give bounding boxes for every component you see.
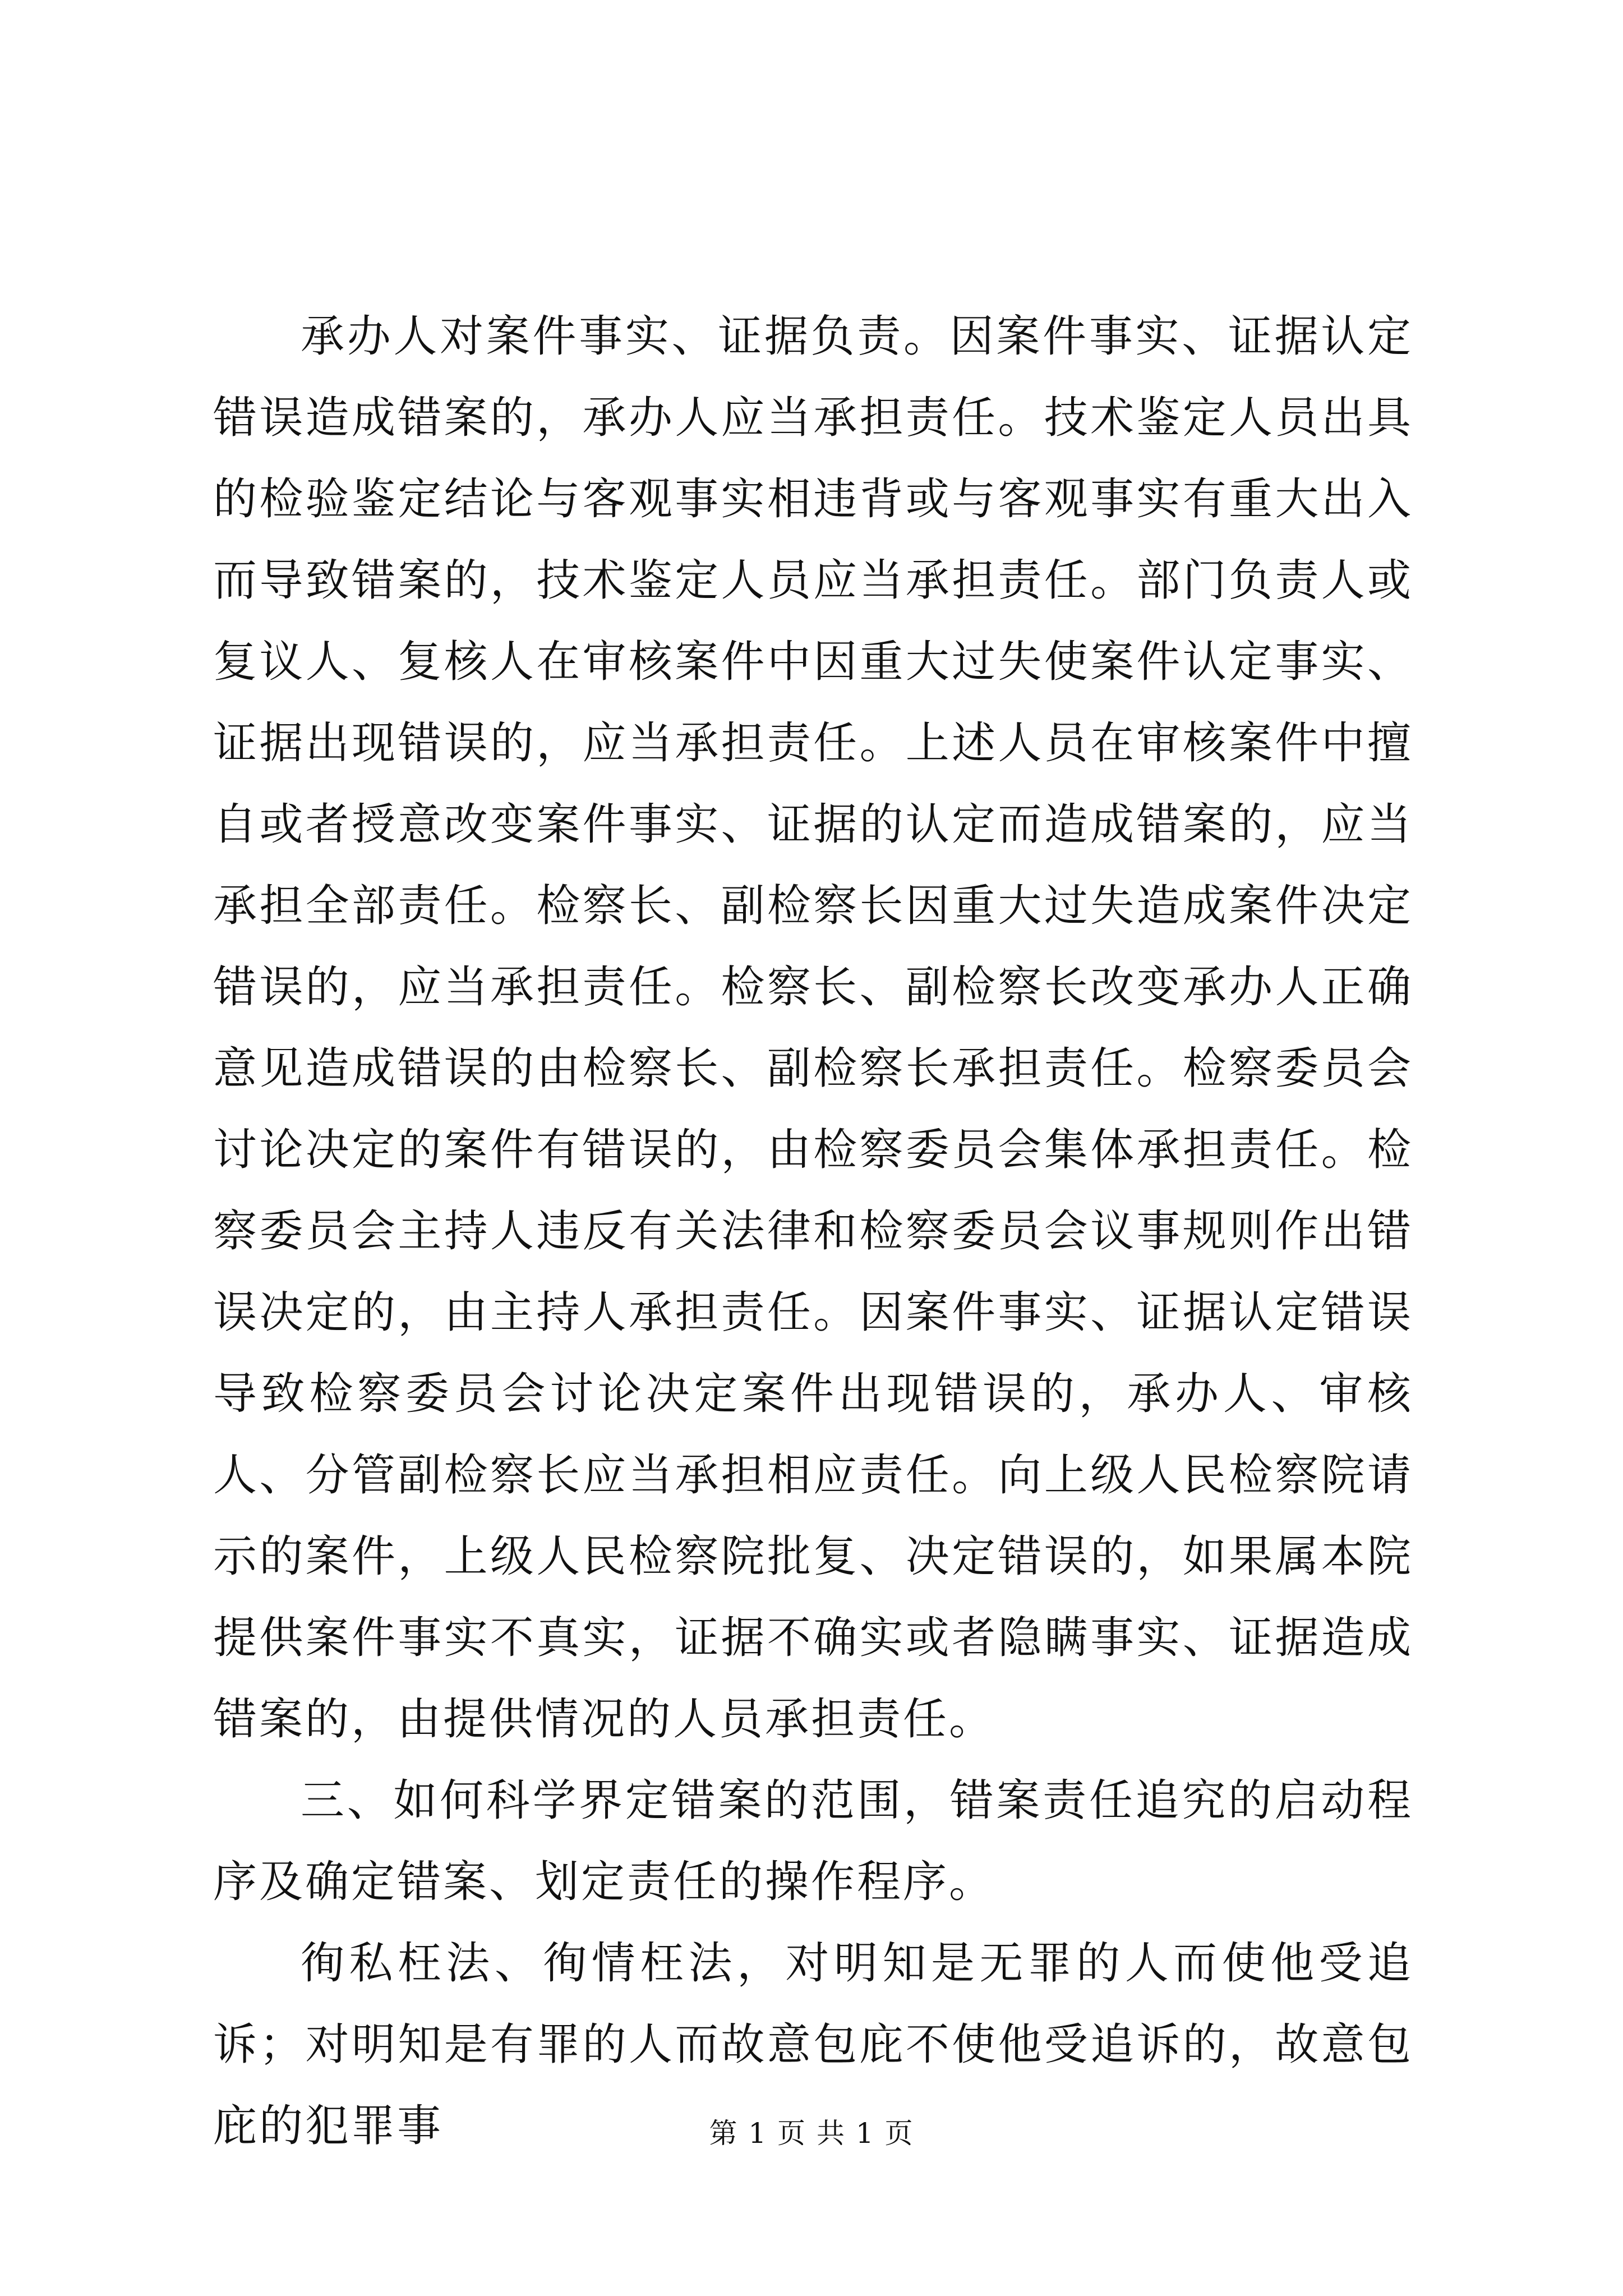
paragraph-section-three-heading: 三、如何科学界定错案的范围，错案责任追究的启动程序及确定错案、划定责任的操作程序。 — [213, 1775, 1413, 1907]
paragraph-misconduct: 徇私枉法、徇情枉法，对明知是无罪的人而使他受追诉；对明知是有罪的人而故意包庇不使他受追诉的，故意包庇的犯罪事 — [213, 1938, 1413, 2151]
document-body — [213, 296, 1413, 2167]
page-number: 第 1 页 共 1 页 — [709, 2117, 914, 2150]
paragraph-responsibility: 承办人对案件事实、证据负责。因案件事实、证据认定错误造成错案的，承办人应当承担责任。技术鉴定人员出具的检验鉴定结论与客观事实相违背或与客观事实有重大出入而导致错案的，技术鉴定人员应当承担责任。部门负责人或复议人、复核人在审核案件中因重大过失使案件认定事实、证据出现错误的，应当承担责任。上述人员在审核案件中擅自或者授意改变案件事实、证据的认定而造成错案的，应当承担全部责任。检察长、副检察长因重大过失造成案件决定错误的，应当承担责任。检察长、副检察长改变承办人正确意见造成错误的由检察长、副检察长承担责任。检察委员会讨论决定的案件有错误的，由检察委员会集体承担责任。检察委员会主持人违反有关法律和检察委员会议事规则作出错误决定的，由主持人承担责任。因案件事实、证据认定错误导致检察委员会讨论决定案件出现错误的，承办人、审核人、分管副检察长应当承担相应责任。向上级人民检察院请示的案件，上级人民检察院批复、决定错误的，如果属本院提供案件事实不真实，证据不确实或者隐瞒事实、证据造成错案的，由提供情况的人员承担责任。 — [213, 311, 1413, 1745]
page-footer — [0, 2114, 1623, 2153]
